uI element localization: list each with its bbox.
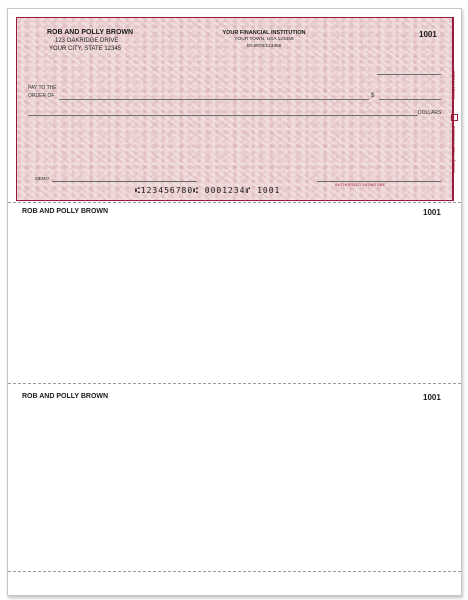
amount-line[interactable] (379, 99, 441, 100)
pay-to-label: PAY TO THE (28, 85, 57, 91)
check-number: 1001 (419, 30, 437, 39)
written-amount-line[interactable] (28, 115, 418, 116)
perforation-line-1 (8, 202, 461, 203)
check-face (16, 17, 454, 201)
memo-label: MEMO (35, 176, 49, 181)
perforation-line-2 (8, 383, 461, 384)
stub2-check-number: 1001 (423, 393, 441, 402)
dollar-sign: $ (371, 93, 375, 99)
stub1-owner-name: ROB AND POLLY BROWN (22, 208, 109, 215)
dollars-label: DOLLARS (418, 110, 442, 116)
owner-name: ROB AND POLLY BROWN (47, 29, 134, 36)
check-sheet (7, 8, 462, 596)
bank-name: YOUR FINANCIAL INSTITUTION (222, 30, 306, 36)
owner-address-line2: YOUR CITY, STATE 12345 (49, 46, 122, 52)
owner-address-line1: 123 OAKRIDGE DRIVE (55, 38, 119, 44)
bank-routing-fraction: 10-5678/123456 (246, 44, 282, 49)
bank-city: YOUR TOWN, USA 123456 (234, 37, 294, 42)
payee-line[interactable] (59, 99, 369, 100)
date-line[interactable] (377, 74, 441, 75)
security-features-text: Security Features Included (451, 126, 456, 174)
padlock-icon (451, 114, 458, 121)
micr-line: ⑆123456780⑆ 0001234⑈ 1001 (135, 186, 281, 195)
stub1-check-number: 1001 (423, 208, 441, 217)
memo-line[interactable] (52, 181, 197, 182)
order-of-label: ORDER OF (28, 93, 55, 99)
stub2-owner-name: ROB AND POLLY BROWN (22, 393, 109, 400)
perforation-line-3 (8, 571, 461, 572)
signature-label: AUTHORIZED SIGNATURE (335, 182, 386, 187)
details-on-back-text: Details on Back. (451, 70, 456, 99)
